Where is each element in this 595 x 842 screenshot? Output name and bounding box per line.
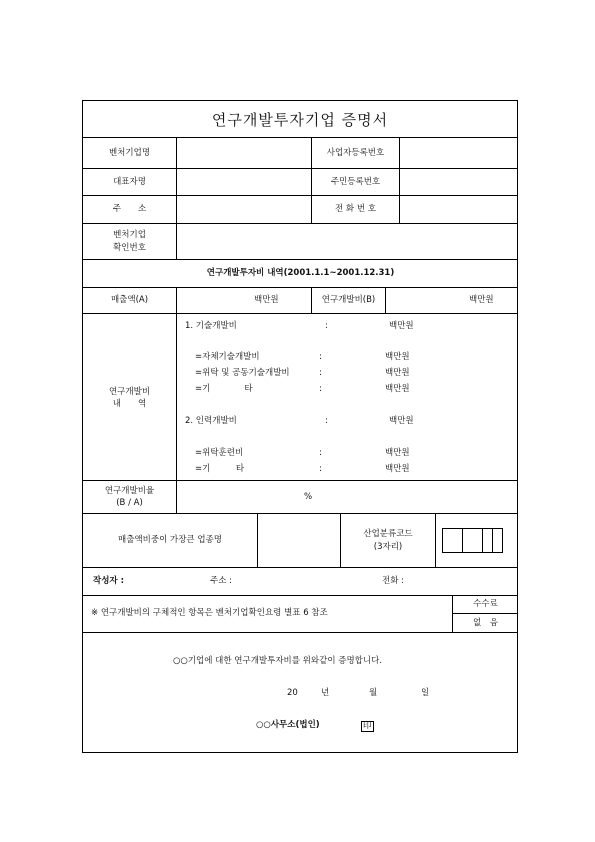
detail-colon: : (325, 321, 328, 331)
detail-colon: : (319, 464, 322, 474)
rd-detail-label-line2: 내 역 (112, 399, 147, 409)
phone-label: 전 화 번 호 (335, 204, 376, 215)
rd-cost-unit: 백만원 (469, 295, 494, 305)
divider (176, 137, 177, 259)
fee-value: 없 음 (473, 617, 498, 628)
divider (385, 287, 386, 313)
address-label: 주 소 (112, 204, 147, 215)
detail-label: 2. 인력개발비 (185, 416, 237, 426)
rd-ratio-label-line1: 연구개발비율 (104, 485, 155, 496)
rd-ratio-label-line2: (B / A) (116, 498, 143, 508)
divider (482, 528, 483, 553)
date-day-label: 일 (421, 688, 430, 698)
detail-unit: 백만원 (385, 352, 410, 362)
detail-label: =기 타 (195, 464, 245, 474)
venture-confirm-label (83, 224, 176, 259)
date-month-label: 월 (369, 688, 378, 698)
detail-unit: 백만원 (389, 416, 414, 426)
industry-label: 매출액비중이 가장큰 업종명 (118, 535, 222, 546)
industry-code-label-line2: (3자리) (373, 541, 403, 552)
venture-name-label: 벤처기업명 (108, 147, 151, 158)
rd-detail-label-line1: 연구개발비 (108, 386, 151, 397)
document-title: 연구개발투자기업 증명서 (211, 111, 389, 129)
detail-unit: 백만원 (389, 321, 414, 331)
detail-label: =위탁훈련비 (195, 448, 244, 458)
detail-colon: : (319, 352, 322, 362)
rd-ratio-unit: % (304, 492, 313, 502)
author-address-label: 주소 : (210, 576, 232, 586)
detail-label: =자체기술개발비 (195, 352, 260, 362)
detail-label: =위탁 및 공동기술개발비 (195, 368, 290, 378)
industry-code-label-line1: 산업분류코드 (363, 529, 413, 540)
detail-unit: 백만원 (385, 384, 410, 394)
representative-label: 대표자명 (113, 176, 146, 187)
date-year-prefix: 20 (287, 688, 298, 698)
detail-label: 1. 기술개발비 (185, 321, 237, 331)
detail-label: =기 타 (195, 384, 253, 394)
divider (492, 528, 493, 553)
fee-label: 수수료 (473, 599, 498, 610)
writer-label: 작성자 : (93, 576, 124, 586)
note-text: ※ 연구개발비의 구체적인 항목은 벤처기업확인요령 별표 6 참조 (91, 608, 328, 618)
rd-cost-label: 연구개발비(B) (321, 295, 376, 306)
sales-label: 매출액(A) (110, 295, 149, 306)
detail-colon: : (319, 448, 322, 458)
detail-colon: : (319, 384, 322, 394)
detail-colon: : (319, 368, 322, 378)
office-name: ○○사무소(법인) (256, 720, 320, 730)
detail-unit: 백만원 (385, 368, 410, 378)
detail-unit: 백만원 (385, 448, 410, 458)
divider (82, 313, 518, 314)
divider (82, 632, 518, 633)
divider (176, 287, 177, 513)
divider (399, 137, 400, 223)
industry-code-label (341, 514, 435, 567)
rd-section-title: 연구개발투자비 내역(2001.1.1~2001.12.31) (206, 268, 395, 279)
divider (82, 567, 518, 568)
divider (435, 513, 436, 567)
date-year-label: 년 (321, 688, 330, 698)
detail-unit: 백만원 (385, 464, 410, 474)
venture-confirm-label-line2: 확인번호 (113, 242, 146, 253)
detail-colon: : (325, 416, 328, 426)
sales-unit: 백만원 (254, 295, 279, 305)
divider (462, 528, 463, 553)
industry-code-boxes (442, 528, 503, 553)
rd-ratio-label (83, 481, 176, 513)
rd-detail-label (83, 380, 176, 416)
divider (257, 513, 258, 567)
author-phone-label: 전화 : (382, 576, 404, 586)
business-reg-no-label: 사업자등록번호 (326, 147, 385, 158)
resident-reg-no-label: 주민등록번호 (330, 176, 381, 187)
certification-statement: ○○기업에 대한 연구개발투자비를 위와같이 증명합니다. (173, 656, 382, 666)
seal-mark: 印 (363, 721, 372, 731)
venture-confirm-label-line1: 벤처기업 (113, 230, 146, 241)
